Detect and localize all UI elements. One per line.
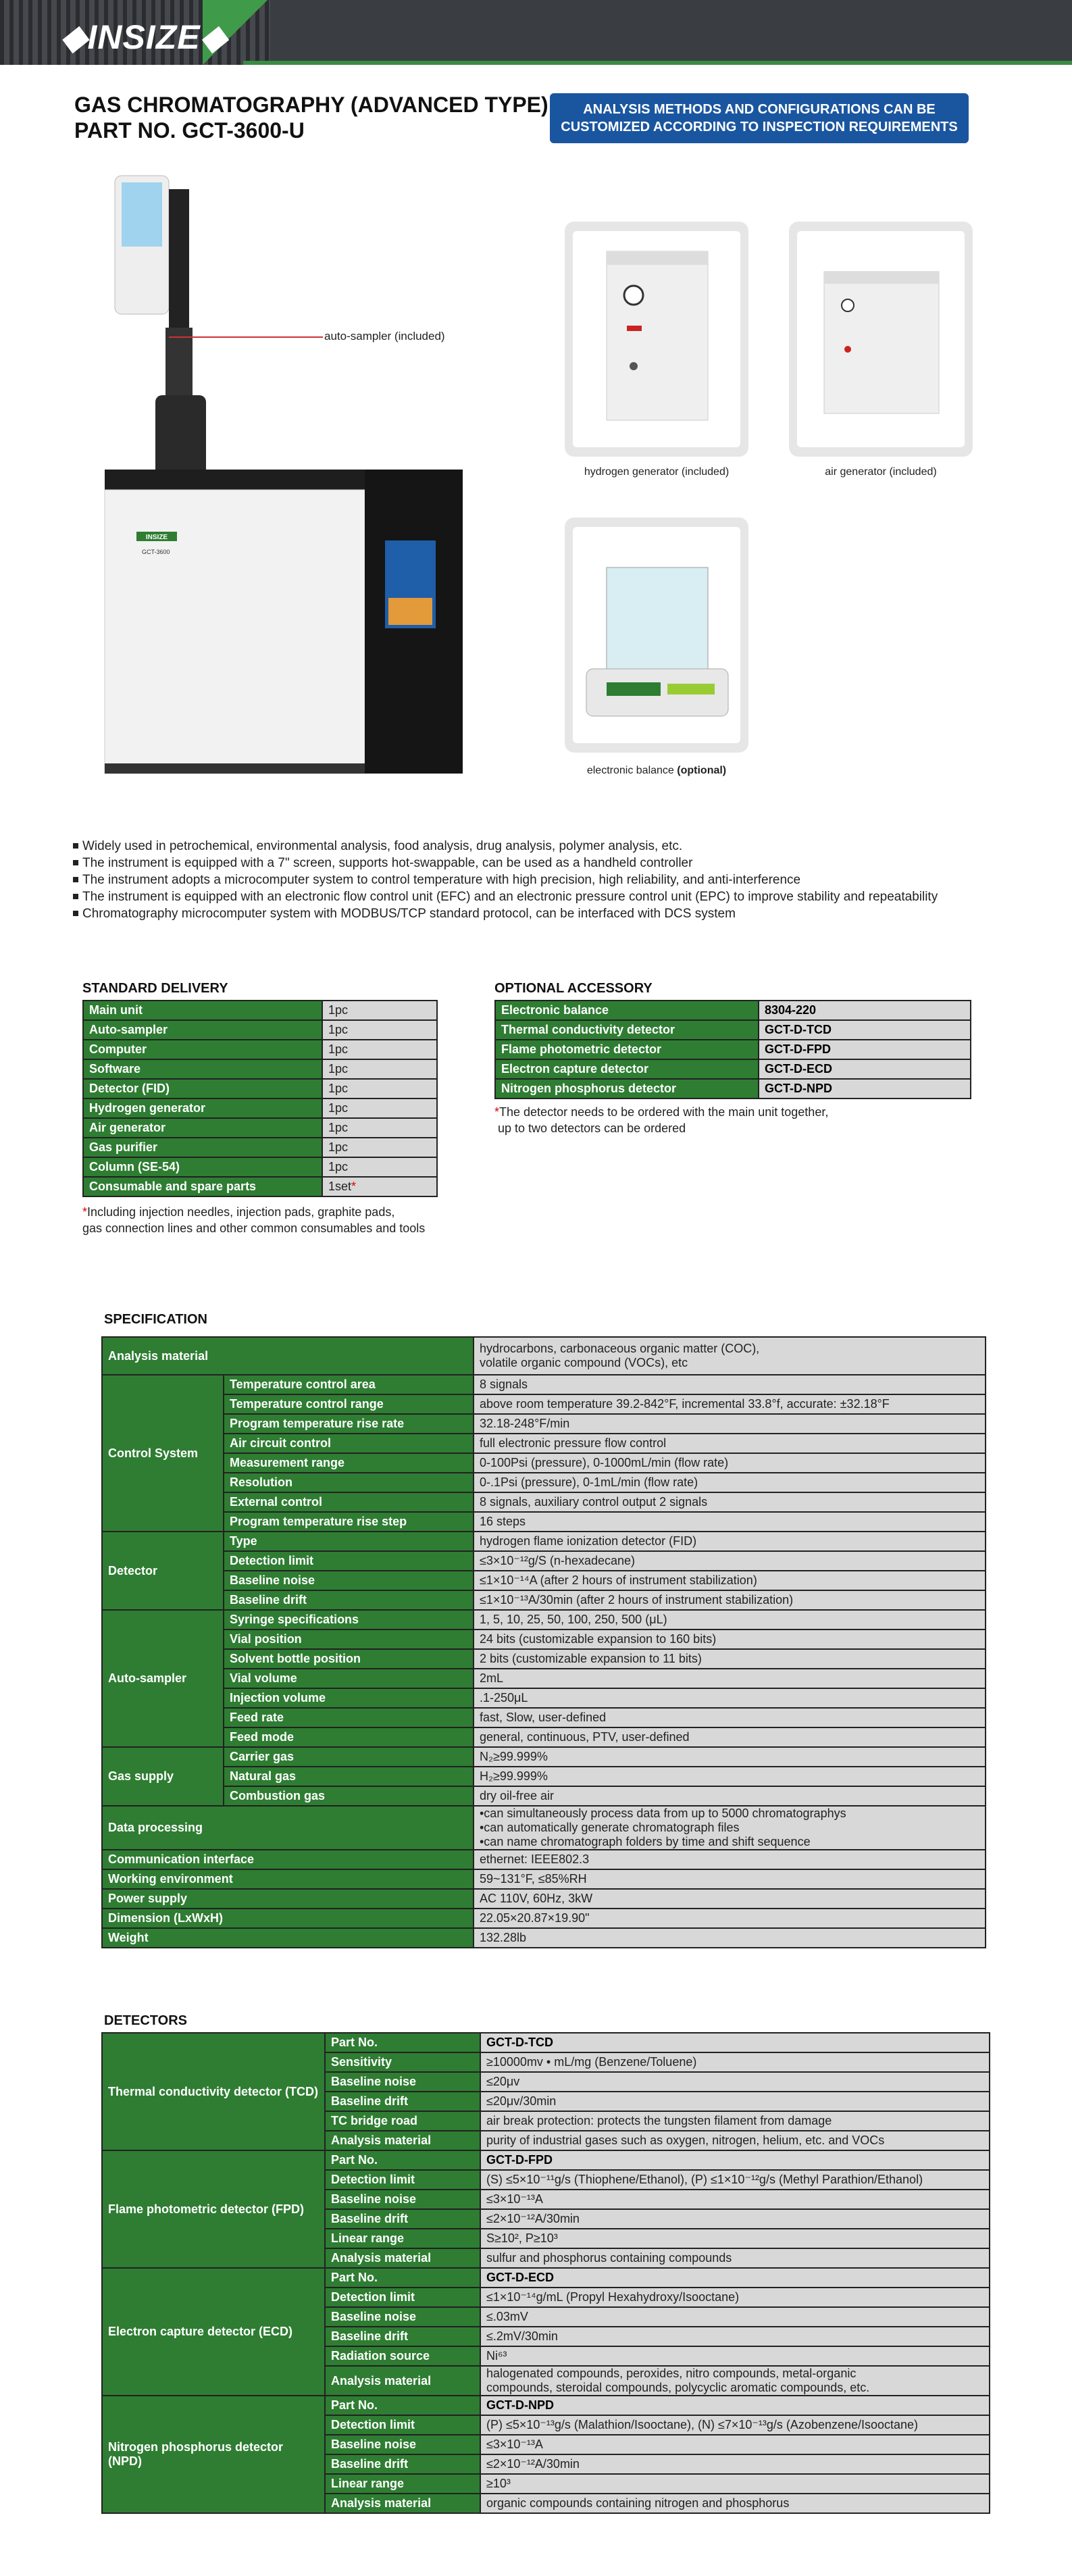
spec-value: 0-.1Psi (pressure), 0-1mL/min (flow rate) — [474, 1473, 986, 1492]
delivery-footnote: *Including injection needles, injection pads, graphite pads, gas connection lines and other common consumables and tools — [82, 1205, 426, 1235]
header-banner — [0, 0, 1072, 65]
spec-value: 2mL — [474, 1669, 986, 1688]
detector-label: Part No. — [325, 2268, 480, 2288]
table-row — [495, 1059, 971, 1079]
accessory-item: Electronic balance — [495, 1001, 759, 1020]
table-row — [102, 2033, 990, 2052]
table-row — [83, 1020, 437, 1040]
table-row — [102, 1473, 986, 1492]
detector-value: GCT-D-TCD — [480, 2033, 990, 2052]
spec-value: hydrocarbons, carbonaceous organic matter (COC), volatile organic compound (VOCs), etc — [474, 1337, 986, 1375]
table-row — [102, 1909, 986, 1928]
table-row — [102, 1532, 986, 1551]
detector-label: Baseline drift — [325, 2092, 480, 2111]
page-title — [74, 92, 548, 143]
hydrogen-generator-caption: hydrogen generator (included) — [584, 466, 730, 478]
spec-value: 1, 5, 10, 25, 50, 100, 250, 500 (μL) — [474, 1610, 986, 1630]
spec-label: Temperature control area — [224, 1375, 474, 1394]
table-row — [83, 1138, 437, 1157]
spec-label: Air circuit control — [224, 1434, 474, 1453]
spec-label: Weight — [102, 1928, 474, 1948]
table-row — [102, 1649, 986, 1669]
delivery-item: Software — [83, 1059, 322, 1079]
detector-label: Radiation source — [325, 2346, 480, 2366]
table-row — [102, 1747, 986, 1767]
detector-label: Baseline drift — [325, 2209, 480, 2229]
detector-label: Sensitivity — [325, 2052, 480, 2072]
spec-value: 8 signals — [474, 1375, 986, 1394]
feature-item: The instrument is equipped with a 7" screen, supports hot-swappable, can be used as a handheld controller — [73, 855, 1059, 872]
detector-label: Detection limit — [325, 2288, 480, 2307]
accessory-code: GCT-D-ECD — [759, 1059, 971, 1079]
electronic-balance-card — [565, 517, 748, 753]
air-generator-image — [797, 231, 965, 447]
spec-label: Program temperature rise rate — [224, 1414, 474, 1434]
spec-label: Solvent bottle position — [224, 1649, 474, 1669]
delivery-item: Air generator — [83, 1118, 322, 1138]
table-row — [495, 1079, 971, 1098]
delivery-qty: 1pc — [322, 1040, 437, 1059]
electronic-balance-caption: electronic balance (optional) — [586, 765, 727, 776]
spec-label: Natural gas — [224, 1767, 474, 1786]
air-generator-caption: air generator (included) — [825, 466, 937, 478]
spec-value: H₂≥99.999% — [474, 1767, 986, 1786]
spec-value: dry oil-free air — [474, 1786, 986, 1806]
table-row — [102, 1786, 986, 1806]
detector-label: Analysis material — [325, 2131, 480, 2150]
detector-name: Flame photometric detector (FPD) — [102, 2150, 325, 2268]
spec-value: above room temperature 39.2-842°F, incremental 33.8°f, accurate: ±32.18°F — [474, 1394, 986, 1414]
spec-label: Measurement range — [224, 1453, 474, 1473]
customization-notice: ANALYSIS METHODS AND CONFIGURATIONS CAN BE CUSTOMIZED ACCORDING TO INSPECTION REQUIREMENTS — [550, 93, 969, 143]
spec-label: Communication interface — [102, 1850, 474, 1869]
detector-value: organic compounds containing nitrogen and phosphorus — [480, 2494, 990, 2513]
delivery-item: Consumable and spare parts — [83, 1177, 322, 1196]
detector-value: ≤2×10⁻¹²A/30min — [480, 2209, 990, 2229]
spec-label: Baseline noise — [224, 1571, 474, 1590]
detector-value: ≤3×10⁻¹³A — [480, 2190, 990, 2209]
detector-label: Analysis material — [325, 2248, 480, 2268]
spec-label: Resolution — [224, 1473, 474, 1492]
delivery-item: Column (SE-54) — [83, 1157, 322, 1177]
detector-value: GCT-D-FPD — [480, 2150, 990, 2170]
table-row — [83, 1059, 437, 1079]
table-row — [102, 2150, 990, 2170]
spec-value: ethernet: IEEE802.3 — [474, 1850, 986, 1869]
table-row — [102, 1727, 986, 1747]
detector-value: halogenated compounds, peroxides, nitro compounds, metal-organic compounds, steroidal compounds, polycyclic aromatic compounds, etc. — [480, 2366, 990, 2396]
table-row — [102, 1688, 986, 1708]
spec-group-label: Auto-sampler — [102, 1610, 224, 1747]
specification-table — [101, 1336, 986, 1948]
table-row — [102, 1708, 986, 1727]
spec-value: 32.18-248°F/min — [474, 1414, 986, 1434]
detector-value: (P) ≤5×10⁻¹³g/s (Malathion/Isooctane), (N) ≤7×10⁻¹³g/s (Azobenzene/Isooctane) — [480, 2415, 990, 2435]
table-row — [83, 1040, 437, 1059]
spec-value: 22.05×20.87×19.90" — [474, 1909, 986, 1928]
table-row — [495, 1001, 971, 1020]
spec-label: Data processing — [102, 1806, 474, 1850]
detector-label: Baseline noise — [325, 2307, 480, 2327]
table-row — [102, 1850, 986, 1869]
spec-label: Syringe specifications — [224, 1610, 474, 1630]
delivery-qty: 1pc — [322, 1098, 437, 1118]
delivery-item: Main unit — [83, 1001, 322, 1020]
table-row — [102, 1669, 986, 1688]
spec-value: fast, Slow, user-defined — [474, 1708, 986, 1727]
detector-value: ≥10000mv • mL/mg (Benzene/Toluene) — [480, 2052, 990, 2072]
spec-value: ≤1×10⁻¹⁴A (after 2 hours of instrument stabilization) — [474, 1571, 986, 1590]
detector-label: Baseline noise — [325, 2072, 480, 2092]
detector-value: ≤1×10⁻¹⁴g/mL (Propyl Hexahydroxy/Isooctane) — [480, 2288, 990, 2307]
table-row — [102, 1630, 986, 1649]
table-row — [102, 1492, 986, 1512]
spec-value: 8 signals, auxiliary control output 2 signals — [474, 1492, 986, 1512]
spec-label: Vial position — [224, 1630, 474, 1649]
table-row — [83, 1118, 437, 1138]
table-row — [83, 1177, 437, 1196]
detector-value: ≥10³ — [480, 2474, 990, 2494]
detector-label: Detection limit — [325, 2415, 480, 2435]
optional-accessory-heading: OPTIONAL ACCESSORY — [494, 981, 653, 996]
detector-label: Analysis material — [325, 2494, 480, 2513]
spec-value: .1-250μL — [474, 1688, 986, 1708]
delivery-qty: 1pc — [322, 1118, 437, 1138]
detector-value: ≤.03mV — [480, 2307, 990, 2327]
table-row — [83, 1079, 437, 1098]
detector-value: Ni⁶³ — [480, 2346, 990, 2366]
table-row — [102, 1806, 986, 1850]
spec-label: External control — [224, 1492, 474, 1512]
spec-label: Feed mode — [224, 1727, 474, 1747]
detector-value: ≤.2mV/30min — [480, 2327, 990, 2346]
spec-group-label: Gas supply — [102, 1747, 224, 1806]
detector-label: Baseline drift — [325, 2454, 480, 2474]
banner-divider — [243, 61, 1072, 65]
spec-label: Analysis material — [102, 1337, 474, 1375]
table-row — [102, 1610, 986, 1630]
table-row — [102, 1512, 986, 1532]
title-line-1: GAS CHROMATOGRAPHY (ADVANCED TYPE) — [74, 93, 548, 117]
table-row — [102, 2268, 990, 2288]
delivery-item: Gas purifier — [83, 1138, 322, 1157]
standard-delivery-heading: STANDARD DELIVERY — [82, 981, 228, 996]
feature-item: Widely used in petrochemical, environmental analysis, food analysis, drug analysis, polymer analysis, etc. — [73, 838, 1059, 855]
standard-delivery-table — [82, 1000, 438, 1197]
accessory-item: Electron capture detector — [495, 1059, 759, 1079]
spec-label: Injection volume — [224, 1688, 474, 1708]
table-row — [102, 1394, 986, 1414]
spec-value: ≤3×10⁻¹²g/S (n-hexadecane) — [474, 1551, 986, 1571]
spec-value: hydrogen flame ionization detector (FID) — [474, 1532, 986, 1551]
detectors-heading: DETECTORS — [104, 2013, 187, 2028]
spec-value: 0-100Psi (pressure), 0-1000mL/min (flow rate) — [474, 1453, 986, 1473]
hydrogen-generator-card — [565, 222, 748, 457]
spec-value: full electronic pressure flow control — [474, 1434, 986, 1453]
spec-group-label: Detector — [102, 1532, 224, 1610]
detector-value: ≤20μv — [480, 2072, 990, 2092]
feature-item: The instrument adopts a microcomputer system to control temperature with high precision, high reliability, and anti-interference — [73, 872, 1059, 888]
delivery-qty: 1pc — [322, 1001, 437, 1020]
detector-value: GCT-D-NPD — [480, 2396, 990, 2415]
detector-label: Detection limit — [325, 2170, 480, 2190]
table-row — [102, 1590, 986, 1610]
detector-label: Analysis material — [325, 2366, 480, 2396]
gas-chromatograph-image — [101, 172, 466, 780]
table-row — [83, 1001, 437, 1020]
detector-value: S≥10², P≥10³ — [480, 2229, 990, 2248]
spec-label: Power supply — [102, 1889, 474, 1909]
accessory-item: Thermal conductivity detector — [495, 1020, 759, 1040]
spec-label: Detection limit — [224, 1551, 474, 1571]
delivery-qty: 1pc — [322, 1138, 437, 1157]
autosampler-callout: auto-sampler (included) — [324, 330, 445, 343]
detector-value: ≤2×10⁻¹²A/30min — [480, 2454, 990, 2474]
spec-label: Carrier gas — [224, 1747, 474, 1767]
table-row — [102, 1767, 986, 1786]
delivery-qty: 1pc — [322, 1157, 437, 1177]
feature-item: The instrument is equipped with an electronic flow control unit (EFC) and an electronic pressure control unit (EPC) to improve stability and repeatability — [73, 888, 1059, 905]
detector-name: Electron capture detector (ECD) — [102, 2268, 325, 2396]
accessory-note: *The detector needs to be ordered with the main unit together, up to two detectors can be ordered — [494, 1105, 829, 1135]
air-generator-card — [789, 222, 973, 457]
delivery-qty: 1pc — [322, 1020, 437, 1040]
table-row — [102, 1375, 986, 1394]
spec-value: general, continuous, PTV, user-defined — [474, 1727, 986, 1747]
spec-label: Dimension (LxWxH) — [102, 1909, 474, 1928]
detector-value: air break protection: protects the tungsten filament from damage — [480, 2111, 990, 2131]
detector-label: Baseline noise — [325, 2435, 480, 2454]
spec-label: Program temperature rise step — [224, 1512, 474, 1532]
table-row — [102, 1337, 986, 1375]
table-row — [495, 1020, 971, 1040]
detector-value: sulfur and phosphorus containing compounds — [480, 2248, 990, 2268]
spec-group-label: Control System — [102, 1375, 224, 1532]
accessory-item: Nitrogen phosphorus detector — [495, 1079, 759, 1098]
detector-label: Baseline noise — [325, 2190, 480, 2209]
svg-text:INSIZE: INSIZE — [145, 534, 168, 541]
spec-label: Type — [224, 1532, 474, 1551]
table-row — [495, 1040, 971, 1059]
feature-list — [73, 838, 1059, 922]
table-row — [102, 1434, 986, 1453]
electronic-balance-image — [573, 527, 740, 743]
delivery-item: Computer — [83, 1040, 322, 1059]
accessory-code: GCT-D-NPD — [759, 1079, 971, 1098]
spec-value: 132.28lb — [474, 1928, 986, 1948]
title-line-2: PART NO. GCT-3600-U — [74, 118, 305, 143]
detector-label: Part No. — [325, 2033, 480, 2052]
table-row — [102, 1551, 986, 1571]
brand-logo: ◆INSIZE◆ — [61, 18, 228, 56]
spec-label: Working environment — [102, 1869, 474, 1889]
detector-value: ≤3×10⁻¹³A — [480, 2435, 990, 2454]
accessory-code: GCT-D-TCD — [759, 1020, 971, 1040]
delivery-qty: 1set* — [322, 1177, 437, 1196]
optional-accessory-table — [494, 1000, 971, 1099]
spec-label: Baseline drift — [224, 1590, 474, 1610]
spec-label: Combustion gas — [224, 1786, 474, 1806]
detector-label: TC bridge road — [325, 2111, 480, 2131]
spec-value: N₂≥99.999% — [474, 1747, 986, 1767]
detector-label: Part No. — [325, 2396, 480, 2415]
detector-name: Thermal conductivity detector (TCD) — [102, 2033, 325, 2150]
table-row — [102, 1869, 986, 1889]
detector-label: Linear range — [325, 2474, 480, 2494]
detector-value: (S) ≤5×10⁻¹¹g/s (Thiophene/Ethanol), (P) ≤1×10⁻¹²g/s (Methyl Parathion/Ethanol) — [480, 2170, 990, 2190]
accessory-code: GCT-D-FPD — [759, 1040, 971, 1059]
table-row — [102, 1453, 986, 1473]
specification-heading: SPECIFICATION — [104, 1312, 207, 1327]
table-row — [102, 1928, 986, 1948]
spec-value: 59~131°F, ≤85%RH — [474, 1869, 986, 1889]
delivery-item: Auto-sampler — [83, 1020, 322, 1040]
detector-value: ≤20μv/30min — [480, 2092, 990, 2111]
table-row — [102, 1889, 986, 1909]
hydrogen-generator-image — [573, 231, 740, 447]
delivery-qty: 1pc — [322, 1079, 437, 1098]
spec-value: •can simultaneously process data from up to 5000 chromatographys •can automatically generate chromatograph files •can name chromatograph folders by time and shift sequence — [474, 1806, 986, 1850]
table-row — [83, 1157, 437, 1177]
detector-label: Baseline drift — [325, 2327, 480, 2346]
detector-value: GCT-D-ECD — [480, 2268, 990, 2288]
spec-value: 2 bits (customizable expansion to 11 bits) — [474, 1649, 986, 1669]
spec-value: 16 steps — [474, 1512, 986, 1532]
spec-label: Temperature control range — [224, 1394, 474, 1414]
delivery-qty: 1pc — [322, 1059, 437, 1079]
delivery-item: Hydrogen generator — [83, 1098, 322, 1118]
detector-name: Nitrogen phosphorus detector (NPD) — [102, 2396, 325, 2513]
accessory-item: Flame photometric detector — [495, 1040, 759, 1059]
spec-value: ≤1×10⁻¹³A/30min (after 2 hours of instrument stabilization) — [474, 1590, 986, 1610]
detectors-table — [101, 2032, 990, 2514]
svg-text:GCT-3600: GCT-3600 — [142, 549, 170, 555]
table-row — [83, 1098, 437, 1118]
table-row — [102, 1571, 986, 1590]
accessory-code: 8304-220 — [759, 1001, 971, 1020]
detector-value: purity of industrial gases such as oxygen, nitrogen, helium, etc. and VOCs — [480, 2131, 990, 2150]
table-row — [102, 1414, 986, 1434]
spec-value: 24 bits (customizable expansion to 160 bits) — [474, 1630, 986, 1649]
detector-label: Part No. — [325, 2150, 480, 2170]
spec-value: AC 110V, 60Hz, 3kW — [474, 1889, 986, 1909]
callout-pointer — [169, 336, 323, 338]
table-row — [102, 2396, 990, 2415]
spec-label: Feed rate — [224, 1708, 474, 1727]
spec-label: Vial volume — [224, 1669, 474, 1688]
feature-item: Chromatography microcomputer system with MODBUS/TCP standard protocol, can be interfaced with DCS system — [73, 905, 1059, 922]
delivery-item: Detector (FID) — [83, 1079, 322, 1098]
detector-label: Linear range — [325, 2229, 480, 2248]
